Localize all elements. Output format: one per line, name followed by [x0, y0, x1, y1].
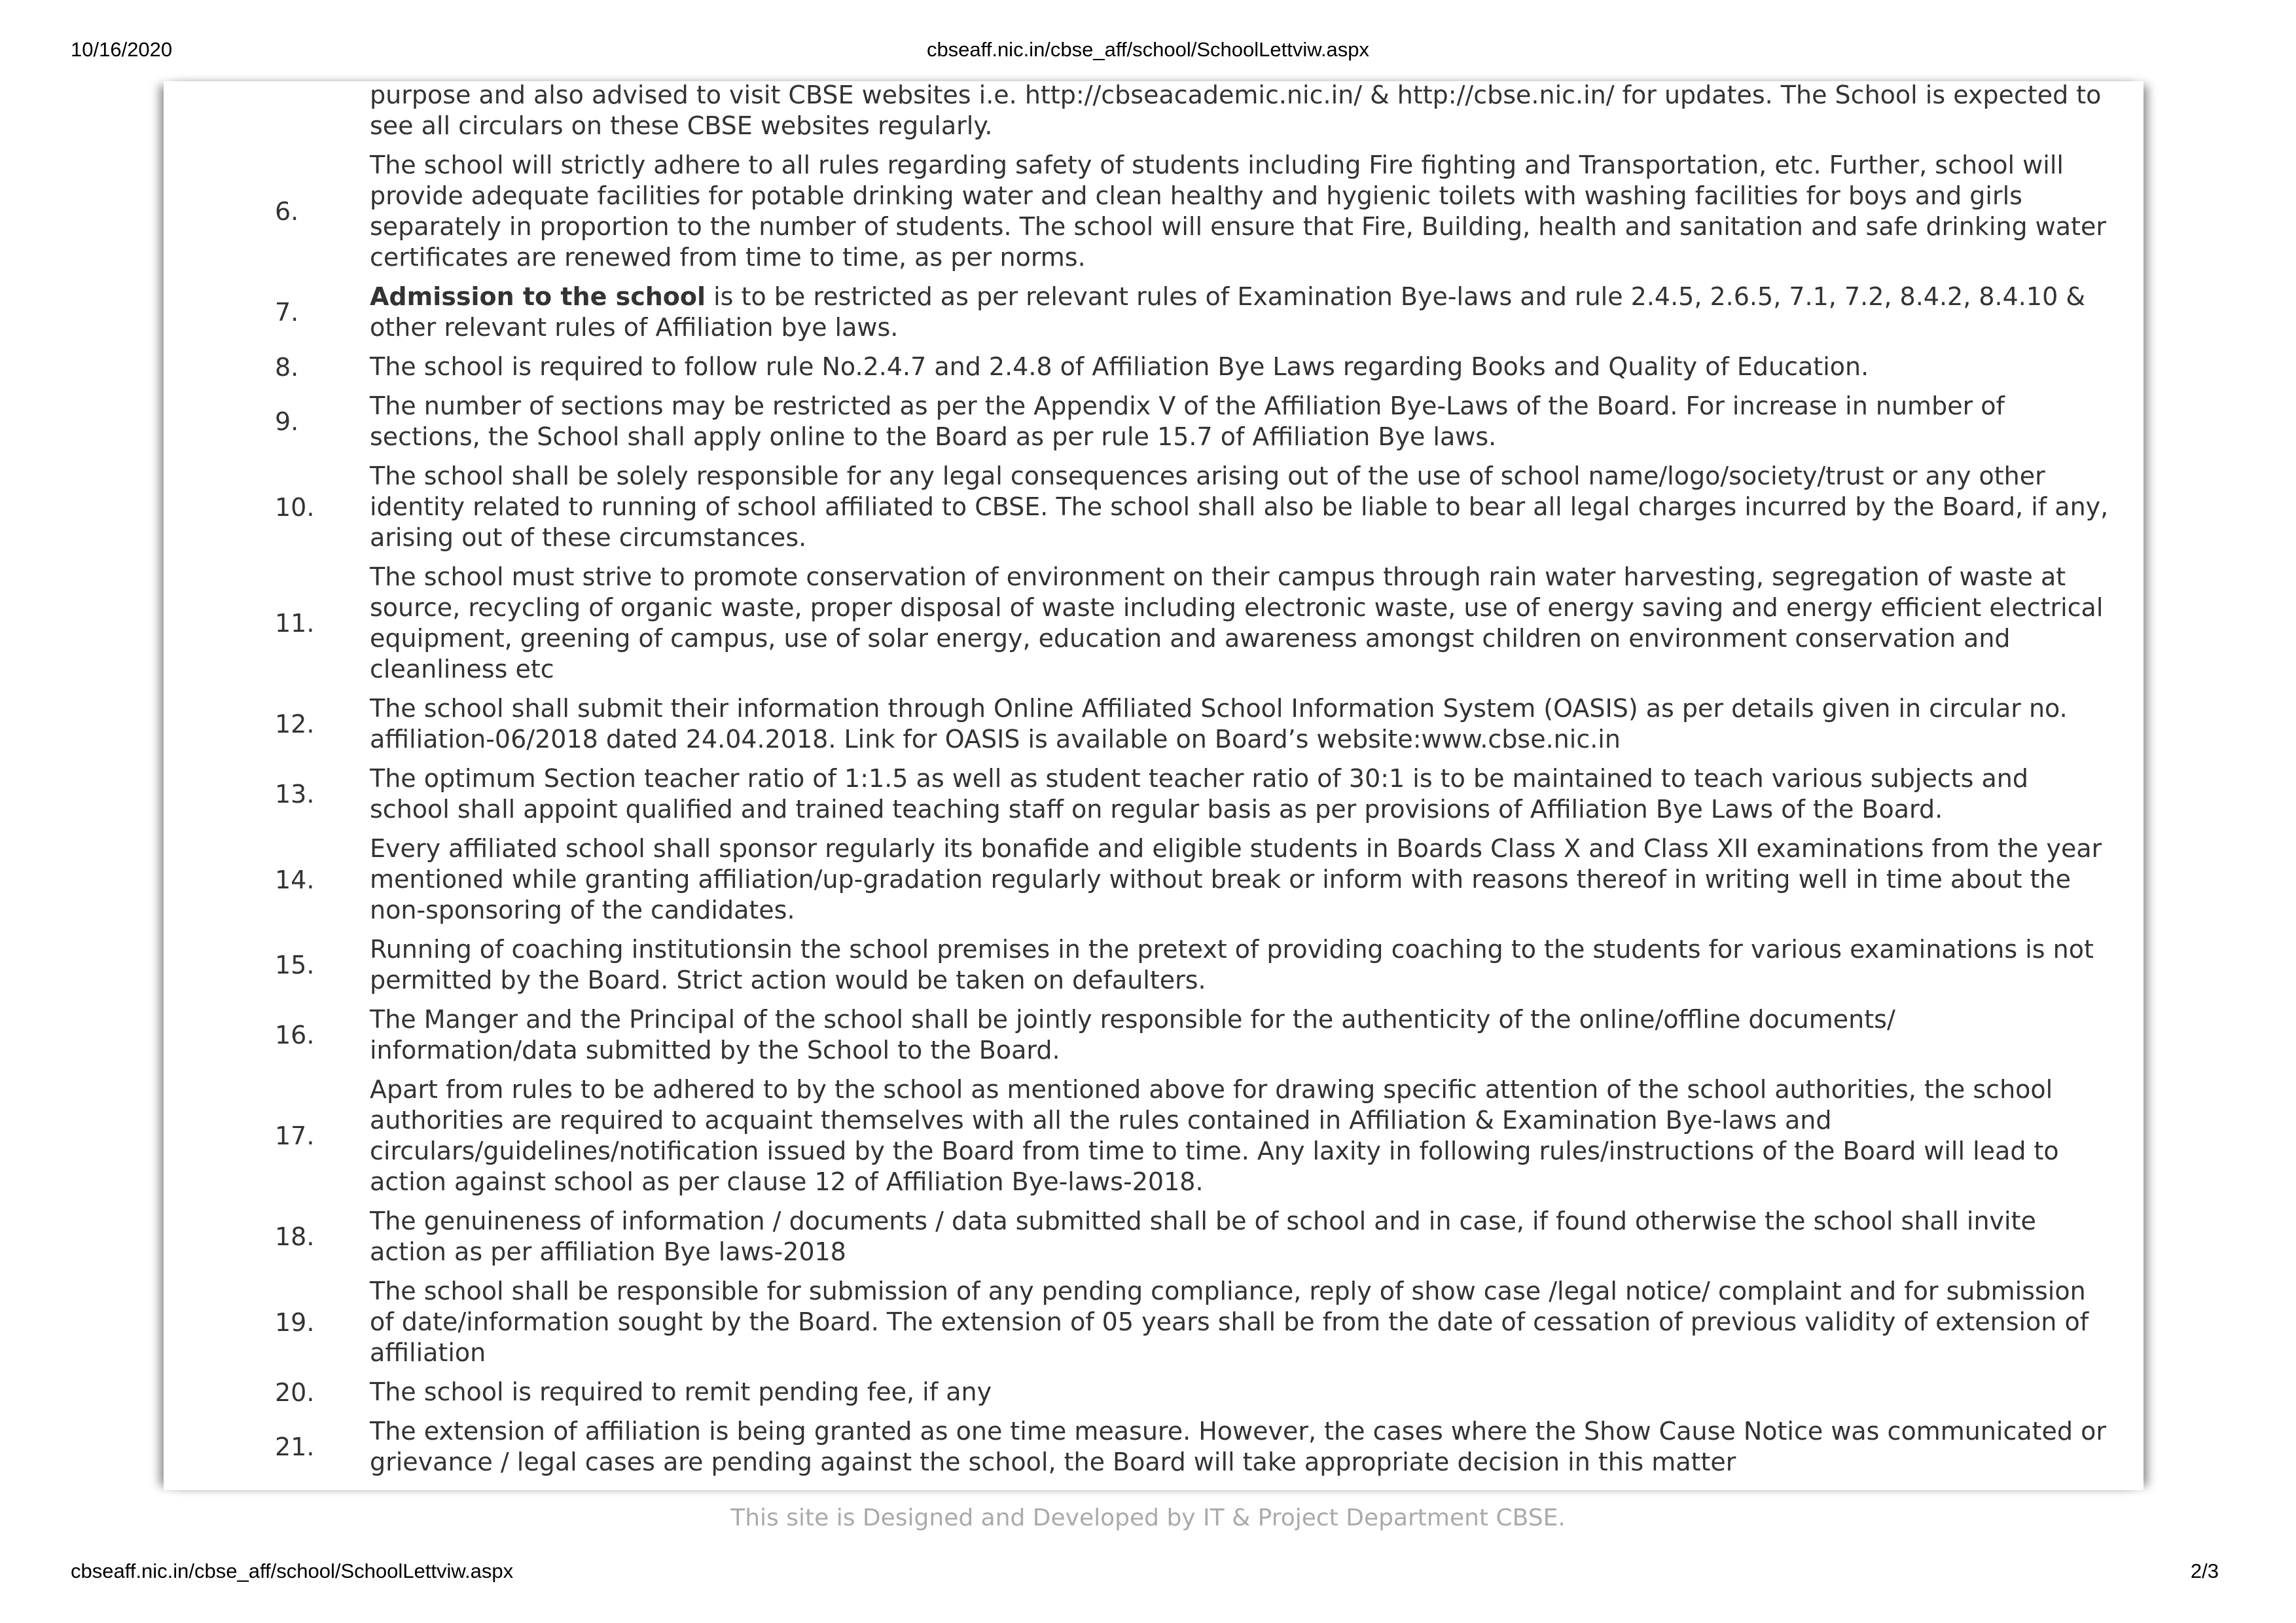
item-text — [370, 562, 2111, 685]
item-number: 11. — [275, 609, 315, 638]
page-number: 2/3 — [2190, 1559, 2219, 1582]
list-item — [164, 693, 2144, 755]
item-text — [370, 1416, 2111, 1478]
item-number: 16. — [275, 1021, 315, 1049]
item-text — [370, 150, 2111, 273]
list-item — [164, 763, 2144, 825]
item-number: 21. — [275, 1432, 315, 1461]
list-item — [164, 833, 2144, 926]
list-item — [164, 1276, 2144, 1368]
item-text — [370, 1276, 2111, 1368]
item-number: 10. — [275, 492, 315, 522]
item-body-text: Apart from rules to be adhered to by the school as mentioned above for drawing specific attention of the school authorities, the school authorities are required to acquaint themselves with all the rules contained in Affiliation & Examination Bye-laws and circulars/guidelines/notification issued by the Board from time to time. Any laxity in following rules/instructions of the Board will lead to action against school as per clause 12 of Affiliation Bye-laws-2018. — [370, 1075, 2059, 1196]
item-text — [370, 1377, 2111, 1408]
item-body-text: The school is required to follow rule No.2.4.7 and 2.4.8 of Affiliation Bye Laws regarding Books and Quality of Education. — [370, 352, 1869, 381]
list-item — [164, 81, 2144, 141]
item-body-text: The school shall submit their information through Online Affiliated School Information System (OASIS) as per details given in circular no. affiliation-06/2018 dated 24.04.2018. Link for OASIS is available on Board’s website:www.cbse.nic.in — [370, 694, 2068, 754]
list-item — [164, 352, 2144, 382]
list-item — [164, 282, 2144, 343]
print-url: cbseaff.nic.in/cbse_aff/school/SchoolLettviw.aspx — [926, 38, 1370, 61]
site-credit: This site is Designed and Developed by IT & Project Department CBSE. — [730, 1504, 1566, 1531]
print-footer — [0, 1559, 2296, 1599]
item-body-text: The genuineness of information / documents / data submitted shall be of school and in case, if found otherwise the school shall invite action as per affiliation Bye laws-2018 — [370, 1207, 2036, 1266]
list-item — [164, 150, 2144, 273]
item-body-text: The optimum Section teacher ratio of 1:1.5 as well as student teacher ratio of 30:1 is to be maintained to teach various subjects and school shall appoint qualified and trained teaching staff on regular basis as per provisions of Affiliation Bye Laws of the Board. — [370, 764, 2029, 824]
item-number: 15. — [275, 951, 315, 979]
list-item — [164, 1004, 2144, 1066]
list-item — [164, 391, 2144, 452]
item-text — [370, 352, 2111, 382]
item-text — [370, 934, 2111, 996]
item-body-text: The number of sections may be restricted as per the Appendix V of the Affiliation Bye-Laws of the Board. For increase in number of sections, the School shall apply online to the Board as per rule 15.7 of Affiliation Bye laws. — [370, 392, 2005, 451]
item-number: 20. — [275, 1377, 315, 1407]
item-bold-text: Admission to the school — [370, 282, 706, 311]
item-body-text: The extension of affiliation is being granted as one time measure. However, the cases where the Show Cause Notice was communicated or grievance / legal cases are pending against the school, the Board will take appropriate decision in this matter — [370, 1417, 2106, 1476]
item-text — [370, 1004, 2111, 1066]
print-date: 10/16/2020 — [71, 38, 173, 61]
item-text — [370, 1074, 2111, 1197]
item-body-text: The school must strive to promote conservation of environment on their campus through rain water harvesting, segregation of waste at source, recycling of organic waste, proper disposal of waste including electronic waste, use of energy saving and energy efficient electrical equipment, greening of campus, use of solar energy, education and awareness amongst children on environment conservation and cleanliness etc — [370, 562, 2104, 684]
item-number: 19. — [275, 1307, 315, 1337]
item-body-text: The school shall be responsible for submission of any pending compliance, reply of show case /legal notice/ complaint and for submission of date/information sought by the Board. The extension of 05 years shall be from the date of cessation of previous validity of extension of affiliation — [370, 1277, 2089, 1367]
print-header — [0, 38, 2296, 77]
item-number: 7. — [275, 298, 299, 327]
item-body-text: The school will strictly adhere to all rules regarding safety of students including Fire fighting and Transportation, etc. Further, school will provide adequate facilities for potable drinking water and clean healthy and hygienic toilets with washing facilities for boys and girls separately in proportion to the number of students. The school will ensure that Fire, Building, health and sanitation and safe drinking water certificates are renewed from time to time, as per norms. — [370, 151, 2106, 272]
item-body-text: The school shall be solely responsible for any legal consequences arising out of the use of school name/logo/society/trust or any other identity related to running of school affiliated to CBSE. The school shall also be liable to bear all legal charges incurred by the Board, if any, arising out of these circumstances. — [370, 462, 2109, 552]
item-text — [370, 833, 2111, 926]
item-text — [370, 693, 2111, 755]
item-text — [370, 282, 2111, 343]
item-body-text: Running of coaching institutionsin the school premises in the pretext of providing coaching to the students for various examinations is not permitted by the Board. Strict action would be taken on defaulters. — [370, 935, 2094, 994]
list-item — [164, 1416, 2144, 1478]
item-body-text: is to be restricted as per relevant rules of Examination Bye-laws and rule 2.4.5, 2.6.5, 7.1, 7.2, 8.4.2, 8.4.10 & other relevant rules of Affiliation bye laws. — [370, 282, 2085, 342]
item-number: 13. — [275, 780, 315, 809]
list-item — [164, 1206, 2144, 1267]
letter-panel — [164, 81, 2144, 1490]
item-text — [370, 763, 2111, 825]
item-text — [370, 1206, 2111, 1267]
item-number: 8. — [275, 352, 299, 382]
item-number: 12. — [275, 710, 315, 739]
item-body-text: Every affiliated school shall sponsor regularly its bonafide and eligible students in Boards Class X and Class XII examinations from the year mentioned while granting affiliation/up-gradation regularly without break or inform with reasons thereof in writing well in time about the non-sponsoring of the candidates. — [370, 834, 2102, 924]
list-item — [164, 1074, 2144, 1197]
item-body-text: The school is required to remit pending fee, if any — [370, 1377, 992, 1406]
item-number: 18. — [275, 1222, 315, 1251]
item-number: 9. — [275, 407, 299, 436]
list-item — [164, 934, 2144, 996]
print-footer-url: cbseaff.nic.in/cbse_aff/school/SchoolLettviw.aspx — [71, 1559, 514, 1582]
item-number: 14. — [275, 865, 315, 894]
letter-content — [164, 81, 2144, 1478]
list-item — [164, 562, 2144, 685]
item-text — [370, 391, 2111, 452]
list-item — [164, 1377, 2144, 1408]
conditions-list — [164, 150, 2144, 1478]
item-text — [370, 461, 2111, 553]
item-number: 6. — [275, 197, 299, 226]
list-item — [164, 461, 2144, 553]
intro-continued-text: purpose and also advised to visit CBSE websites i.e. http://cbseacademic.nic.in/ & http://cbse.nic.in/ for updates. The School is expected to see all circulars on these CBSE websites regularly. — [370, 81, 2102, 140]
item-body-text: The Manger and the Principal of the school shall be jointly responsible for the authenticity of the online/offline documents/ information/data submitted by the School to the Board. — [370, 1005, 1895, 1065]
item-number: 17. — [275, 1122, 315, 1150]
